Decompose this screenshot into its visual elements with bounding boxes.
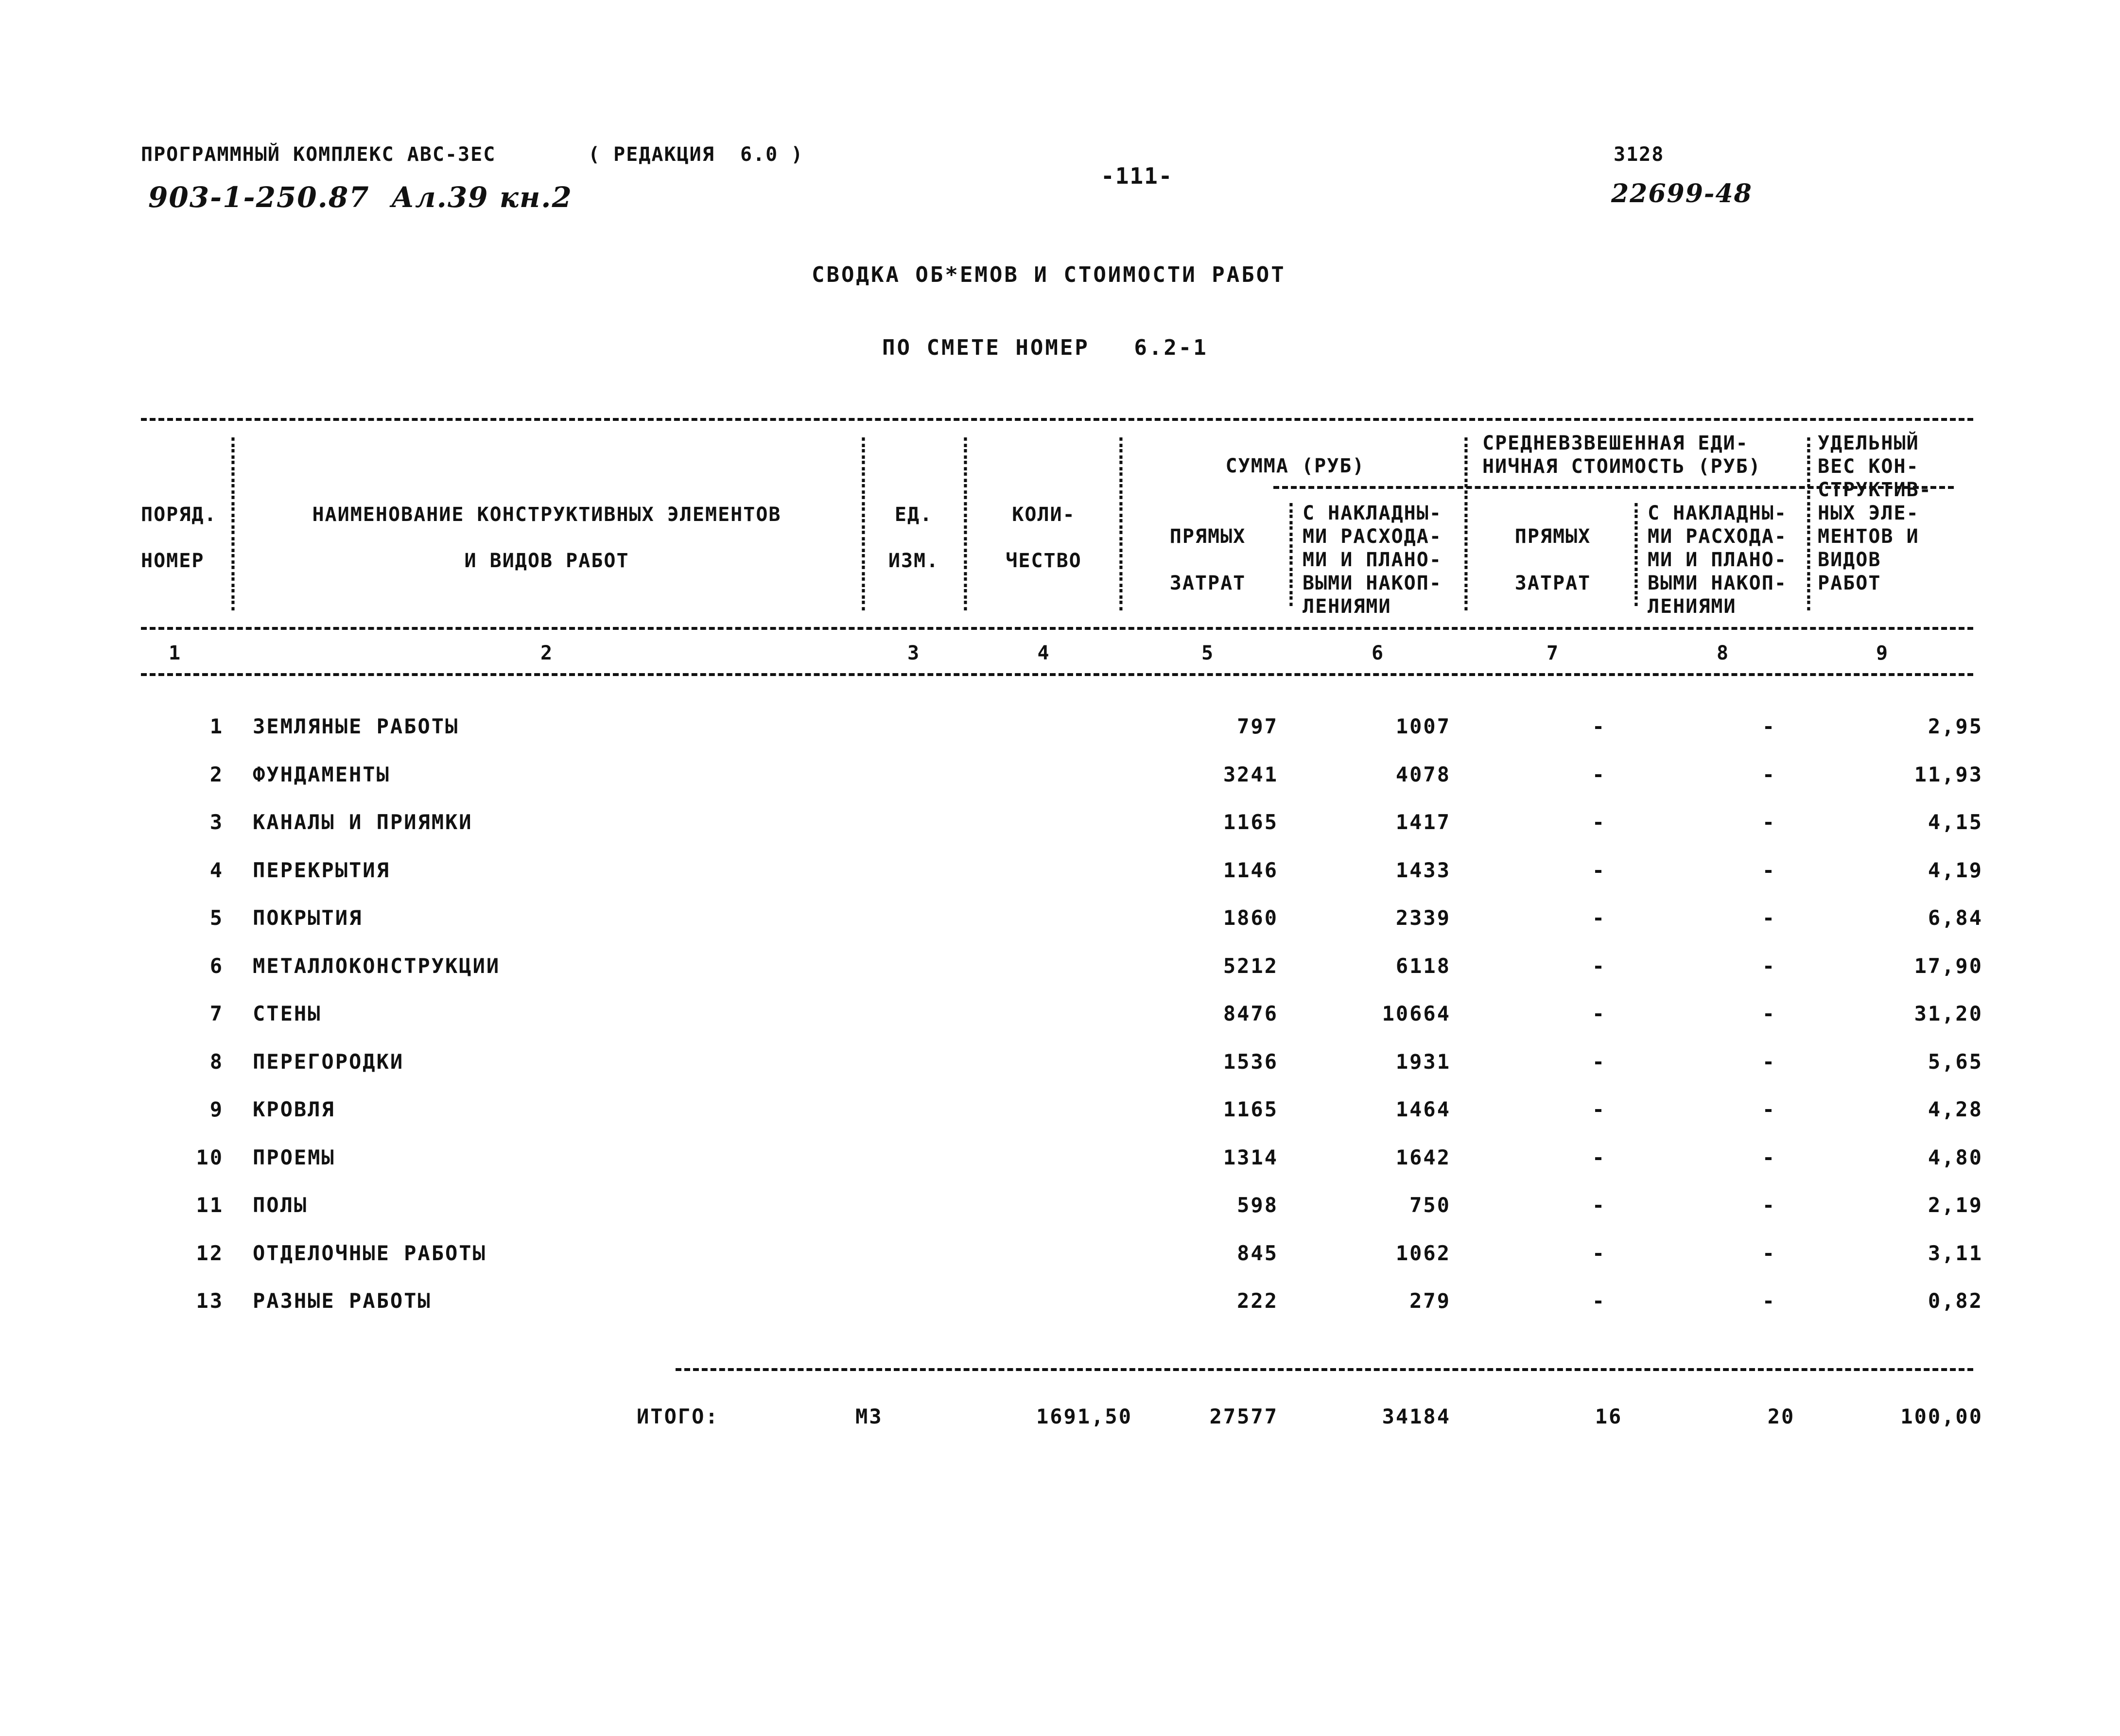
row-share: 4,15 bbox=[1928, 810, 1983, 834]
col-number-9: 9 bbox=[1876, 642, 1889, 664]
header-overhead-l2: МИ РАСХОДА- bbox=[1303, 525, 1442, 548]
col-separator: : : : : : : : : : : : : : : : bbox=[227, 430, 239, 615]
table-rule-numbers-bottom bbox=[141, 673, 1973, 676]
total-direct: 27577 bbox=[1209, 1405, 1278, 1428]
row-avg-overhead: - bbox=[1762, 1050, 1776, 1074]
total-quantity: 1691,50 bbox=[1036, 1405, 1132, 1428]
row-direct-cost: 1536 bbox=[1223, 1050, 1278, 1074]
row-name: ЗЕМЛЯНЫЕ РАБОТЫ bbox=[253, 714, 459, 738]
row-name: ПЕРЕГОРОДКИ bbox=[253, 1050, 404, 1074]
row-avg-overhead: - bbox=[1762, 714, 1776, 738]
row-overhead-cost: 10664 bbox=[1382, 1002, 1451, 1025]
header-overhead-l4: ВЫМИ НАКОП- bbox=[1303, 572, 1442, 594]
header-qty-l2: ЧЕСТВО bbox=[1006, 550, 1082, 572]
row-direct-cost: 1165 bbox=[1223, 810, 1278, 834]
header-share-l2: ВЕС КОН- bbox=[1818, 455, 1919, 478]
header-share-l4: НЫХ ЭЛЕ- bbox=[1818, 502, 1919, 524]
row-direct-cost: 1165 bbox=[1223, 1097, 1278, 1121]
header-overhead-l1: С НАКЛАДНЫ- bbox=[1303, 502, 1442, 524]
row-share: 4,80 bbox=[1928, 1146, 1983, 1169]
document-title: СВОДКА ОБ*ЕМОВ И СТОИМОСТИ РАБОТ bbox=[812, 262, 1286, 287]
row-share: 2,95 bbox=[1928, 714, 1983, 738]
row-avg-direct: - bbox=[1592, 954, 1606, 978]
col-number-7: 7 bbox=[1546, 642, 1560, 664]
row-number: 11 bbox=[196, 1193, 224, 1217]
row-overhead-cost: 279 bbox=[1409, 1289, 1451, 1313]
handwritten-sheet-code: 22699-48 bbox=[1611, 179, 1753, 208]
row-avg-direct: - bbox=[1592, 810, 1606, 834]
row-direct-cost: 1314 bbox=[1223, 1146, 1278, 1169]
header-avg-overhead-l4: ВЫМИ НАКОП- bbox=[1648, 572, 1787, 594]
row-avg-direct: - bbox=[1592, 714, 1606, 738]
row-share: 31,20 bbox=[1914, 1002, 1983, 1025]
row-direct-cost: 8476 bbox=[1223, 1002, 1278, 1025]
row-number: 4 bbox=[209, 858, 224, 882]
header-unit-l2: ИЗМ. bbox=[888, 550, 939, 572]
estimate-subtitle: ПО СМЕТЕ НОМЕР 6.2-1 bbox=[882, 335, 1208, 360]
row-avg-overhead: - bbox=[1762, 1193, 1776, 1217]
row-share: 4,19 bbox=[1928, 858, 1983, 882]
row-avg-overhead: - bbox=[1762, 810, 1776, 834]
row-direct-cost: 1146 bbox=[1223, 858, 1278, 882]
row-overhead-cost: 750 bbox=[1409, 1193, 1451, 1217]
col-separator: : : : : : : : : : : : : : : : bbox=[858, 430, 869, 615]
row-avg-overhead: - bbox=[1762, 954, 1776, 978]
row-number: 7 bbox=[209, 1002, 224, 1025]
header-avg-overhead-l5: ЛЕНИЯМИ bbox=[1648, 595, 1737, 618]
total-share: 100,00 bbox=[1900, 1405, 1983, 1428]
row-overhead-cost: 1642 bbox=[1395, 1146, 1451, 1169]
row-direct-cost: 845 bbox=[1237, 1241, 1278, 1265]
row-avg-overhead: - bbox=[1762, 1002, 1776, 1025]
header-avg-overhead-l1: С НАКЛАДНЫ- bbox=[1648, 502, 1787, 524]
row-name: ОТДЕЛОЧНЫЕ РАБОТЫ bbox=[253, 1241, 487, 1265]
row-avg-direct: - bbox=[1592, 1050, 1606, 1074]
row-direct-cost: 5212 bbox=[1223, 954, 1278, 978]
table-rule-top bbox=[141, 418, 1973, 421]
totals-rule bbox=[676, 1368, 1973, 1371]
header-qty-l1: КОЛИ- bbox=[1012, 503, 1076, 526]
page-number: -111- bbox=[1101, 163, 1173, 189]
total-avg-overhead: 20 bbox=[1767, 1405, 1795, 1428]
header-order-l2: НОМЕР bbox=[141, 550, 205, 572]
row-name: ПРОЕМЫ bbox=[253, 1146, 335, 1169]
row-avg-direct: - bbox=[1592, 906, 1606, 930]
row-overhead-cost: 6118 bbox=[1395, 954, 1451, 978]
total-unit: М3 bbox=[855, 1405, 883, 1428]
row-share: 17,90 bbox=[1914, 954, 1983, 978]
col-separator: : : : : : : : : : : : : : : : bbox=[1115, 430, 1127, 615]
col-number-4: 4 bbox=[1037, 642, 1050, 664]
row-number: 3 bbox=[209, 810, 224, 834]
row-number: 1 bbox=[209, 714, 224, 738]
total-label: ИТОГО: bbox=[637, 1405, 719, 1428]
row-number: 6 bbox=[209, 954, 224, 978]
row-name: ПОКРЫТИЯ bbox=[253, 906, 363, 930]
header-name-l2: И ВИДОВ РАБОТ bbox=[464, 550, 629, 572]
col-number-6: 6 bbox=[1371, 642, 1385, 664]
row-share: 4,28 bbox=[1928, 1097, 1983, 1121]
table-rule-header-bottom bbox=[141, 627, 1973, 630]
row-avg-overhead: - bbox=[1762, 763, 1776, 786]
header-overhead-l3: МИ И ПЛАНО- bbox=[1303, 549, 1442, 571]
row-avg-overhead: - bbox=[1762, 906, 1776, 930]
row-share: 0,82 bbox=[1928, 1289, 1983, 1313]
row-overhead-cost: 2339 bbox=[1395, 906, 1451, 930]
row-avg-direct: - bbox=[1592, 1241, 1606, 1265]
row-avg-direct: - bbox=[1592, 1146, 1606, 1169]
row-overhead-cost: 1007 bbox=[1395, 714, 1451, 738]
row-name: ПЕРЕКРЫТИЯ bbox=[253, 858, 390, 882]
header-direct-l1: ПРЯМЫХ bbox=[1169, 525, 1246, 548]
row-name: ПОЛЫ bbox=[253, 1193, 308, 1217]
header-name-l1: НАИМЕНОВАНИЕ КОНСТРУКТИВНЫХ ЭЛЕМЕНТОВ bbox=[312, 503, 782, 526]
row-avg-overhead: - bbox=[1762, 858, 1776, 882]
col-separator: : : : : : : : : : : : : : : : bbox=[960, 430, 971, 615]
row-overhead-cost: 1417 bbox=[1395, 810, 1451, 834]
row-avg-overhead: - bbox=[1762, 1241, 1776, 1265]
row-avg-overhead: - bbox=[1762, 1289, 1776, 1313]
total-overhead: 34184 bbox=[1382, 1405, 1451, 1428]
row-overhead-cost: 1062 bbox=[1395, 1241, 1451, 1265]
col-number-2: 2 bbox=[540, 642, 554, 664]
col-number-3: 3 bbox=[907, 642, 921, 664]
total-avg-direct: 16 bbox=[1595, 1405, 1623, 1428]
row-avg-direct: - bbox=[1592, 1289, 1606, 1313]
col-separator: : : : : : : : : : : : : : : : bbox=[1460, 430, 1472, 615]
row-number: 5 bbox=[209, 906, 224, 930]
header-order-l1: ПОРЯД. bbox=[141, 503, 217, 526]
row-share: 5,65 bbox=[1928, 1050, 1983, 1074]
row-avg-direct: - bbox=[1592, 763, 1606, 786]
row-direct-cost: 598 bbox=[1237, 1193, 1278, 1217]
col-number-1: 1 bbox=[168, 642, 182, 664]
header-avg-overhead-l2: МИ РАСХОДА- bbox=[1648, 525, 1787, 548]
header-share-l3: СТРУКТИВ- bbox=[1818, 479, 1932, 501]
row-avg-direct: - bbox=[1592, 1193, 1606, 1217]
row-avg-overhead: - bbox=[1762, 1097, 1776, 1121]
col-number-5: 5 bbox=[1201, 642, 1215, 664]
code-top: 3128 bbox=[1614, 143, 1665, 166]
header-share-l1: УДЕЛЬНЫЙ bbox=[1818, 432, 1919, 454]
row-direct-cost: 222 bbox=[1237, 1289, 1278, 1313]
row-overhead-cost: 4078 bbox=[1395, 763, 1451, 786]
col-separator: : : : : : : : : : bbox=[1286, 496, 1297, 610]
edition-label: ( РЕДАКЦИЯ 6.0 ) bbox=[588, 143, 804, 166]
handwritten-project-code: 903-1-250.87 Ал.39 кн.2 bbox=[148, 181, 573, 214]
header-avg-group-l1: СРЕДНЕВЗВЕШЕННАЯ ЕДИ- bbox=[1482, 432, 1749, 454]
row-number: 12 bbox=[196, 1241, 224, 1265]
header-unit-l1: ЕД. bbox=[894, 503, 933, 526]
row-avg-overhead: - bbox=[1762, 1146, 1776, 1169]
row-avg-direct: - bbox=[1592, 1097, 1606, 1121]
row-number: 13 bbox=[196, 1289, 224, 1313]
col-number-8: 8 bbox=[1716, 642, 1730, 664]
header-avg-direct-l1: ПРЯМЫХ bbox=[1514, 525, 1591, 548]
col-separator: : : : : : : : : : bbox=[1631, 496, 1642, 610]
row-number: 9 bbox=[209, 1097, 224, 1121]
row-overhead-cost: 1931 bbox=[1395, 1050, 1451, 1074]
row-name: МЕТАЛЛОКОНСТРУКЦИИ bbox=[253, 954, 501, 978]
row-direct-cost: 1860 bbox=[1223, 906, 1278, 930]
row-name: СТЕНЫ bbox=[253, 1002, 322, 1025]
header-avg-direct-l2: ЗАТРАТ bbox=[1514, 572, 1591, 594]
row-name: РАЗНЫЕ РАБОТЫ bbox=[253, 1289, 432, 1313]
header-avg-overhead-l3: МИ И ПЛАНО- bbox=[1648, 549, 1787, 571]
row-direct-cost: 797 bbox=[1237, 714, 1278, 738]
header-sum-group: СУММА (РУБ) bbox=[1225, 455, 1365, 477]
row-avg-direct: - bbox=[1592, 858, 1606, 882]
row-overhead-cost: 1433 bbox=[1395, 858, 1451, 882]
row-name: ФУНДАМЕНТЫ bbox=[253, 763, 390, 786]
header-share-l6: ВИДОВ bbox=[1818, 549, 1881, 571]
row-avg-direct: - bbox=[1592, 1002, 1606, 1025]
row-share: 3,11 bbox=[1928, 1241, 1983, 1265]
row-share: 2,19 bbox=[1928, 1193, 1983, 1217]
header-share-l7: РАБОТ bbox=[1818, 572, 1881, 594]
row-direct-cost: 3241 bbox=[1223, 763, 1278, 786]
row-number: 8 bbox=[209, 1050, 224, 1074]
row-share: 6,84 bbox=[1928, 906, 1983, 930]
row-number: 10 bbox=[196, 1146, 224, 1169]
header-direct-l2: ЗАТРАТ bbox=[1169, 572, 1246, 594]
header-avg-group-l2: НИЧНАЯ СТОИМОСТЬ (РУБ) bbox=[1482, 455, 1761, 478]
row-number: 2 bbox=[209, 763, 224, 786]
row-overhead-cost: 1464 bbox=[1395, 1097, 1451, 1121]
header-share-l5: МЕНТОВ И bbox=[1818, 525, 1919, 548]
col-separator: : : : : : : : : : : : : : : : bbox=[1803, 430, 1814, 615]
row-name: КАНАЛЫ И ПРИЯМКИ bbox=[253, 810, 473, 834]
row-name: КРОВЛЯ bbox=[253, 1097, 335, 1121]
header-overhead-l5: ЛЕНИЯМИ bbox=[1303, 595, 1391, 618]
row-share: 11,93 bbox=[1914, 763, 1983, 786]
program-name: ПРОГРАММНЫЙ КОМПЛЕКС АВС-3ЕС bbox=[141, 143, 496, 166]
